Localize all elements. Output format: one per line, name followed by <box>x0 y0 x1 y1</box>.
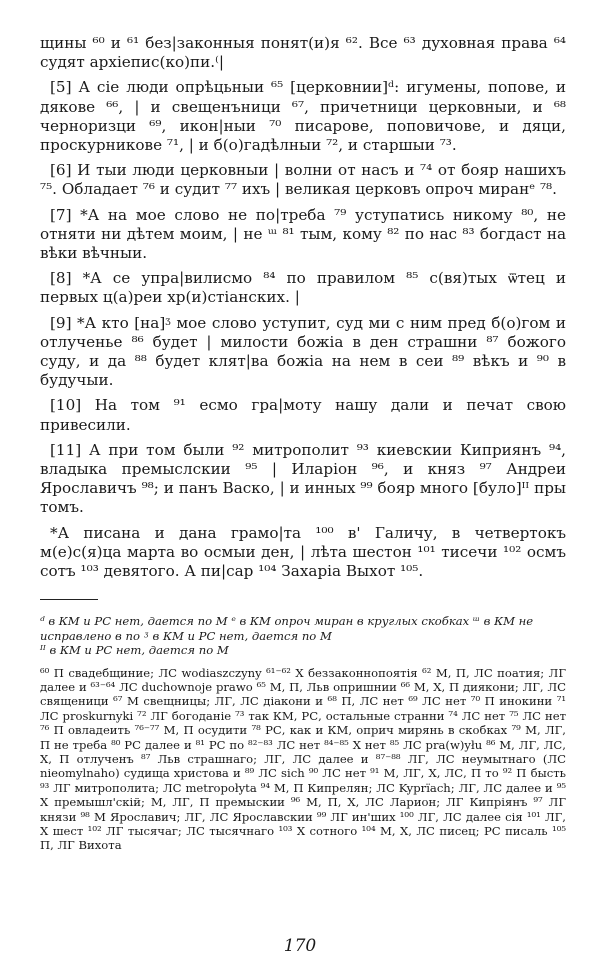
paragraph-11: [11] А при том были ⁹² митрополит ⁹³ киевскии Киприянъ ⁹⁴, владыка премыслскии ⁹⁵ | Иларіон ⁹⁶, и княз ⁹⁷ Андреи Ярославичъ ⁹⁸; и панъ Васко, | и инных ⁹⁹ бояр много [було]ᴵᴵ пры томъ. <box>40 440 566 517</box>
footnotes <box>40 614 566 853</box>
paragraph-6: [6] И тыи люди церковныи | волни от насъ и ⁷⁴ от бояр нашихъ ⁷⁵. Обладает ⁷⁶ и судит ⁷⁷ ихъ | великая церковъ опроч миранᵉ ⁷⁸. <box>40 161 566 199</box>
variant-readings-text: ⁶⁰ П свадебщиние; ЛС wodiaszczyny ⁶¹⁻⁶² Х беззаконнопоятія ⁶² М, П, ЛС поатия; ЛГ далее и ⁶³⁻⁶⁴ ЛС duchownoje prawo ⁶⁵ М, П, Льв опришнии ⁶⁶ М, Х, П диякони; ЛГ, ЛС священици ⁶⁷ М свещницы; ЛГ, ЛС діакони и ⁶⁸ П, ЛС нет ⁶⁹ ЛС нет ⁷⁰ П инокини ⁷¹ ЛС proskurnyki ⁷² ЛГ богоданіе ⁷³ так КМ, РС, остальные странни ⁷⁴ ЛС нет ⁷⁵ ЛС нет ⁷⁶ П овладеить ⁷⁶⁻⁷⁷ М, П осудити ⁷⁸ РС, как и КМ, оприч мирянь в скобках ⁷⁹ М, ЛГ, П не треба ⁸⁰ РС далее и ⁸¹ РС по ⁸²⁻⁸³ ЛС нет ⁸⁴⁻⁸⁵ Х нет ⁸⁵ ЛС pra(w)yłu ⁸⁶ М, ЛГ, ЛС, Х, П отлученъ ⁸⁷ Льв страшнаго; ЛГ, ЛС далее и ⁸⁷⁻⁸⁸ ЛГ, ЛС неумытнаго (ЛС nieomylnaho) судища христова и ⁸⁹ ЛС sich ⁹⁰ ЛС нет ⁹¹ М, ЛГ, Х, ЛС, П то ⁹² П бысть ⁹³ ЛГ митрополита; ЛС metropołyta ⁹⁴ М, П Кипрелян; ЛС Kyprïach; ЛГ, ЛС далее и ⁹⁵ Х премышл'скій; М, ЛГ, П премыскии ⁹⁶ М, П, Х, ЛС Ларион; ЛГ Кипріянъ ⁹⁷ ЛГ князи ⁹⁸ М Ярославич; ЛГ, ЛС Ярославскии ⁹⁹ ЛГ ин'ших ¹⁰⁰ ЛГ, ЛС далее сія ¹⁰¹ ЛГ, Х шест ¹⁰² ЛГ тысячаг; ЛС тысячнаго ¹⁰³ Х сотного ¹⁰⁴ М, Х, ЛС писец; РС писаль ¹⁰⁵ П, ЛГ Вихота <box>40 665 566 853</box>
apparatus-note: ᴵᴵ в КМ и РС нет, дается по М <box>40 643 229 658</box>
document-page <box>40 34 566 853</box>
paragraph-10: [10] На том ⁹¹ есмо гра|моту нашу дали и печат свою привесили. <box>40 396 566 434</box>
footnote-divider <box>40 599 98 600</box>
page-number: 170 <box>283 936 317 956</box>
paragraph-5: [5] А сіе люди опрѣцьныи ⁶⁵ [церковнии]ᵈ: игумены, попове, и дякове ⁶⁶, | и свещенъници ⁶⁷, причетници церковныи, и ⁶⁸ черноризци ⁶⁹, икон|ныи ⁷⁰ писарове, поповичове, и дяци, проскурникове ⁷¹, | и б(о)гадѣлныи ⁷², и старшыи ⁷³. <box>40 78 566 155</box>
paragraph-9: [9] *А кто [на]ᶾ мое слово уступит, суд ми с ним пред б(о)гом и отлученье ⁸⁶ будет | милости божіа в ден страшни ⁸⁷ божого суду, и да ⁸⁸ будет клят|ва божіа на нем в сеи ⁸⁹ вѣкъ и ⁹⁰ в будучыи. <box>40 313 566 390</box>
main-text <box>40 34 566 581</box>
paragraph-7: [7] *А на мое слово не по|треба ⁷⁹ уступатись никому ⁸⁰, не отняти ни дѣтем моим, | не ᵚ ⁸¹ тым, кому ⁸² по нас ⁸³ богдаст на вѣки вѣчныи. <box>40 205 566 263</box>
paragraph-colophon: *А писана и дана грамо|та ¹⁰⁰ в' Галичу, в четвертокъ м(е)с(я)ца марта во осмыи ден, | лѣта шестон ¹⁰¹ тисечи ¹⁰² осмъ сотъ ¹⁰³ девятого. А пи|сар ¹⁰⁴ Захарiа Выхот ¹⁰⁵. <box>40 523 566 581</box>
paragraph-8: [8] *А се упра|вилисмо ⁸⁴ по правилом ⁸⁵ с(вя)тых ѿтец и первых ц(а)реи хр(и)стіанских. | <box>40 269 566 307</box>
variant-readings <box>40 666 566 853</box>
paragraph-1: щины ⁶⁰ и ⁶¹ без|законныя понят(и)я ⁶². Все ⁶³ духовная права ⁶⁴ судят архіепис(ко)пи.⁽| <box>40 34 566 72</box>
apparatus-note: ᵈ в КМ и РС нет, дается по М ᵉ в КМ опроч миран в круглых скобках ᵚ в КМ не исправлено в по ᶾ в КМ и РС нет, дается по М <box>40 614 534 643</box>
critical-apparatus <box>40 614 566 657</box>
